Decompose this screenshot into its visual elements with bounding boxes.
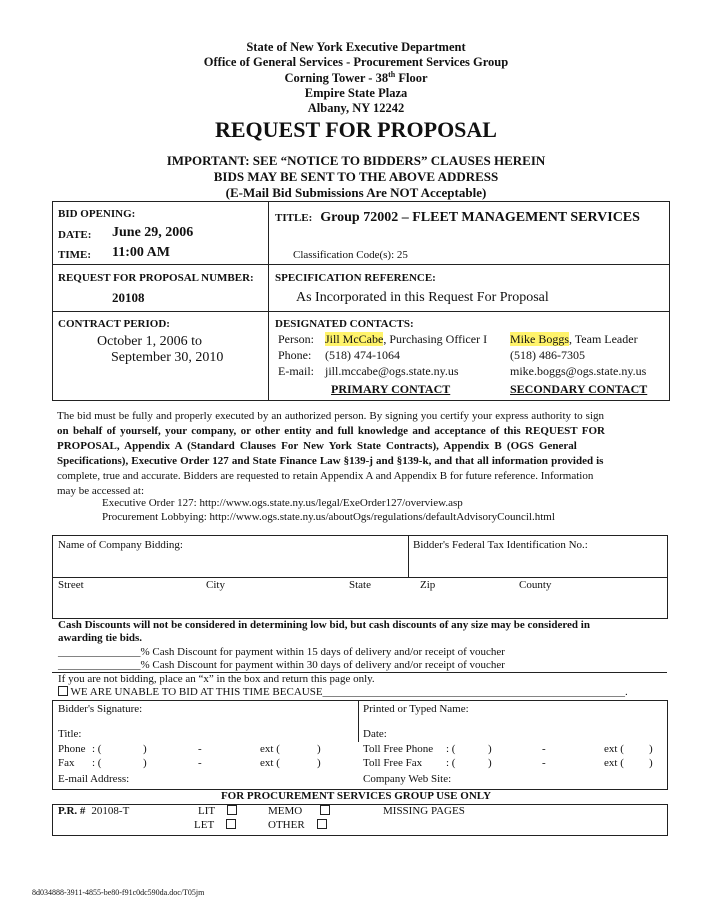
bid-date: June 29, 2006 — [112, 225, 194, 240]
zip-label: Zip — [420, 579, 436, 591]
agency-line-1: State of New York Executive Department — [246, 40, 466, 54]
classification-codes: Classification Code(s): 25 — [293, 249, 408, 261]
company-box-divider — [408, 535, 409, 577]
procurement-lobbying-url[interactable]: http://www.ogs.state.ny.us/aboutOgs/regulations/defaultAdvisoryCouncil.html — [209, 511, 555, 523]
signature-box-divider — [358, 700, 359, 742]
other-option: OTHER — [268, 819, 327, 831]
toll-free-fax-label: Toll Free Fax — [363, 757, 423, 769]
memo-checkbox[interactable] — [320, 805, 330, 815]
let-checkbox[interactable] — [226, 819, 236, 829]
send-address-notice: BIDS MAY BE SENT TO THE ABOVE ADDRESS — [213, 169, 499, 184]
office-use-box — [52, 804, 668, 836]
company-website-label: Company Web Site: — [363, 773, 452, 785]
contract-period-start: October 1, 2006 to — [97, 334, 202, 349]
fax-field-label: Fax — [58, 757, 75, 769]
toll-phone-area-open: : ( — [446, 743, 456, 755]
secondary-contact-caption: SECONDARY CONTACT — [510, 382, 648, 396]
lit-checkbox[interactable] — [227, 805, 237, 815]
spec-reference-label: SPECIFICATION REFERENCE: — [275, 272, 436, 284]
pr-number: P.R. # 20108-T — [58, 805, 130, 817]
county-label: County — [519, 579, 552, 591]
toll-phone-area-close: ) — [488, 743, 492, 755]
phone-dash: - — [198, 743, 202, 755]
phone-area-close: ) — [143, 743, 147, 755]
executive-order-url[interactable]: http://www.ogs.state.ny.us/legal/ExeOrder127/overview.asp — [199, 497, 463, 509]
fax-area-open: : ( — [92, 757, 102, 769]
bid-time: 11:00 AM — [112, 245, 170, 260]
primary-contact-name: Jill McCabe — [325, 332, 384, 346]
fax-ext-close: ) — [317, 757, 321, 769]
phone-ext-close: ) — [317, 743, 321, 755]
secondary-contact-person: Mike Boggs, Team Leader — [510, 332, 638, 346]
contract-period-label: CONTRACT PERIOD: — [58, 318, 170, 330]
cash-discount-note: Cash Discounts will not be considered in determining low bid, but cash discounts of any size may be considered in — [58, 619, 590, 631]
unable-to-bid: WE ARE UNABLE TO BID AT THIS TIME BECAUSE_______________________________________________________. — [58, 686, 628, 698]
info-grid-rule — [52, 311, 669, 312]
company-box-rule — [52, 577, 667, 578]
secondary-contact-phone: (518) 486-7305 — [510, 348, 585, 362]
spec-reference: As Incorporated in this Request For Proposal — [296, 290, 549, 305]
secondary-contact-name: Mike Boggs — [510, 332, 570, 346]
phone-field-label: Phone — [58, 743, 86, 755]
toll-fax-area-close: ) — [488, 757, 492, 769]
primary-contact-caption: PRIMARY CONTACT — [331, 382, 451, 396]
toll-phone-ext-label: ext ( — [604, 743, 624, 755]
not-bidding-instruction: If you are not bidding, place an “x” in the box and return this page only. — [58, 673, 375, 685]
procurement-lobbying-link: Procurement Lobbying: http://www.ogs.state.ny.us/aboutOgs/regulations/defaultAdvisoryCouncil.html — [102, 511, 555, 523]
bid-opening-label: BID OPENING: — [58, 208, 136, 220]
info-grid-rule — [52, 264, 669, 265]
contacts-label: DESIGNATED CONTACTS: — [275, 318, 414, 330]
date-field-label: Date: — [363, 728, 387, 740]
fax-ext-label: ext ( — [260, 757, 280, 769]
agency-line-5: Albany, NY 12242 — [307, 101, 405, 115]
rfp-number-label: REQUEST FOR PROPOSAL NUMBER: — [58, 272, 254, 284]
rfp-title: TITLE: Group 72002 – FLEET MANAGEMENT SERVICES — [275, 210, 640, 225]
state-label: State — [349, 579, 371, 591]
city-label: City — [206, 579, 225, 591]
tax-id-label: Bidder's Federal Tax Identification No.: — [413, 539, 588, 551]
let-option: LET — [194, 819, 236, 831]
contract-period-end: September 30, 2010 — [111, 350, 224, 365]
email-address-label: E-mail Address: — [58, 773, 130, 785]
secondary-contact-email[interactable]: mike.boggs@ogs.state.ny.us — [510, 364, 647, 378]
date-label: DATE: — [58, 229, 92, 241]
toll-phone-ext-close: ) — [649, 743, 653, 755]
memo-option: MEMO — [268, 805, 330, 817]
primary-contact-email[interactable]: jill.mccabe@ogs.state.ny.us — [325, 364, 459, 378]
info-grid-divider — [268, 201, 269, 400]
email-label: E-mail: — [278, 364, 314, 378]
office-use-heading: FOR PROCUREMENT SERVICES GROUP USE ONLY — [220, 790, 492, 802]
cash-discount-30: _______________% Cash Discount for payment within 30 days of delivery and/or receipt of voucher — [58, 659, 505, 671]
toll-fax-ext-label: ext ( — [604, 757, 624, 769]
primary-contact-phone: (518) 474-1064 — [325, 348, 400, 362]
agency-line-3: Corning Tower - 38th Floor — [284, 70, 428, 86]
phone-area-open: : ( — [92, 743, 102, 755]
street-label: Street — [58, 579, 84, 591]
toll-fax-dash: - — [542, 757, 546, 769]
document-id: 8d034888-3911-4855-be80-f91c0dc590da.doc/T05jm — [32, 888, 205, 897]
cash-discount-15: _______________% Cash Discount for payment within 15 days of delivery and/or receipt of voucher — [58, 646, 505, 658]
phone-ext-label: ext ( — [260, 743, 280, 755]
title-label: Title: — [58, 728, 82, 740]
document-title: REQUEST FOR PROPOSAL — [215, 117, 497, 142]
missing-pages-label: MISSING PAGES — [383, 805, 465, 817]
company-name-label: Name of Company Bidding: — [58, 539, 183, 551]
time-label: TIME: — [58, 249, 91, 261]
fax-dash: - — [198, 757, 202, 769]
agency-line-2: Office of General Services - Procurement Services Group — [203, 55, 509, 69]
important-notice: IMPORTANT: SEE “NOTICE TO BIDDERS” CLAUSES HEREIN — [166, 153, 546, 168]
toll-free-phone-label: Toll Free Phone — [363, 743, 434, 755]
fax-area-close: ) — [143, 757, 147, 769]
certification-paragraph: The bid must be fully and properly executed by an authorized person. By signing you certify your express authority to sign on behalf of yourself, your company, or other entity and full knowledge and acceptance of this REQUEST FOR PROPOSAL, Appendix A (Standard Clauses For New York State Contracts), Appendix B (OGS General Specifications), Executive Order 127 and State Finance Law §139-j and §139-k, and that all information provided is complete, true and accurate. Bidders are requested to retain Appendix A and Appendix B for future reference. Information may be accessed at: — [57, 410, 606, 497]
person-label: Person: — [278, 332, 314, 346]
executive-order-link: Executive Order 127: http://www.ogs.state.ny.us/legal/ExeOrder127/overview.asp — [102, 497, 463, 509]
bidder-signature-label: Bidder's Signature: — [58, 703, 143, 715]
rfp-number: 20108 — [112, 290, 145, 305]
toll-fax-area-open: : ( — [446, 757, 456, 769]
agency-line-4: Empire State Plaza — [304, 86, 408, 100]
other-checkbox[interactable] — [317, 819, 327, 829]
cash-discount-note-2: awarding tie bids. — [58, 632, 143, 644]
toll-fax-ext-close: ) — [649, 757, 653, 769]
phone-label: Phone: — [278, 348, 312, 362]
lit-option: LIT — [198, 805, 237, 817]
printed-name-label: Printed or Typed Name: — [363, 703, 469, 715]
email-notice: (E-Mail Bid Submissions Are NOT Acceptable) — [225, 185, 487, 200]
primary-contact-person: Jill McCabe, Purchasing Officer I — [325, 332, 488, 346]
unable-to-bid-checkbox[interactable] — [58, 686, 68, 696]
toll-phone-dash: - — [542, 743, 546, 755]
